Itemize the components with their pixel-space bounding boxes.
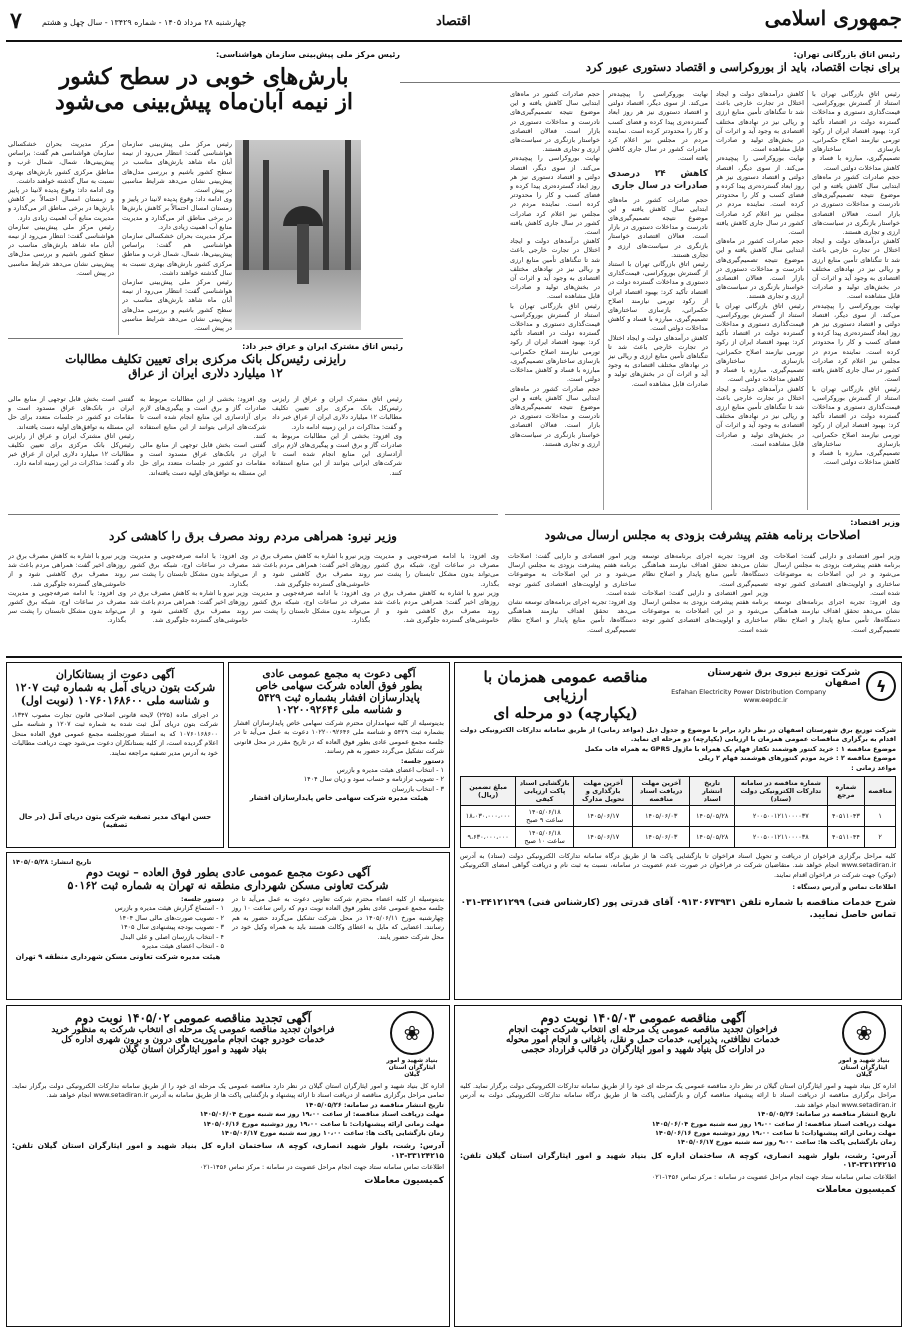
- table-cell: ۱۴۰۵/۰۶/۱۸ ساعت ۹ صبح: [516, 806, 574, 827]
- ad-contact: اطلاعات تماس سامانه ستاد جهت انجام مراحل عضویت در سامانه : مرکز تماس ۱۴۵۶-۰۲۱: [651, 1172, 896, 1181]
- paragraph: وی افزود: تجربه اجرای برنامه‌های توسعه نشان می‌دهد تحقق اهداف نیازمند هماهنگی دستگاه‌ها، تأمین منابع پایدار و اصلاح نظام تصمیم‌گیری است.: [774, 598, 900, 634]
- paragraph: وزیر نیرو با اشاره به کاهش مصرف برق در روزهای اخیر گفت: همراهی مردم باعث شد روند مصرف برق کاهشی شود و از خاموشی‌های گسترده جلوگیری شد.: [130, 588, 248, 625]
- umbrella-icon: [283, 206, 323, 226]
- paragraph: گفتنی است بخش قابل توجهی از منابع مالی ایران در بانک‌های عراق مسدود است و مقامات دو کشور در جلسات متعدد برای حل این مسئله به توافق‌های اولیه دست یافته‌اند.: [140, 441, 266, 477]
- article-body: [8, 395, 134, 507]
- ad-body: بدینوسیله از کلیه سهامداران محترم شرکت سهامی خاص پایدارسازان افشار بشماره ثبت ۵۴۲۹ و شناسه ملی ۱۰۲۲۰۰۹۲۶۴۶ دعوت به عمل می‌آید تا در جلسه مجمع عمومی عادی بطور فوق العاده که در تاریخ مقرر در محل قانونی شرکت تشکیل می‌گردد حضور به هم رسانند.: [234, 719, 444, 756]
- ad-title: شرکت تعاونی مسکن شهرداری منطقه نه تهران به شماره ثبت ۵۰۱۶۲: [67, 879, 389, 892]
- table-cell: ۴۰۵۱۱۰۴۳: [827, 806, 865, 827]
- paragraph: رئیس اتاق مشترک ایران و عراق از رایزنی رئیس‌کل بانک مرکزی برای تعیین تکلیف مطالبات ۱۲ میلیارد دلاری ایران از عراق خبر داد و گفت: مذاکرات در این زمینه ادامه دارد.: [272, 395, 402, 431]
- paragraph: وی افزود: بخشی از این مطالبات مربوط به صادرات گاز و برق است و پیگیری‌های لازم برای آزادسازی این منابع انجام شده است تا شرکت‌های ایرانی بتوانند از این منابع استفاده کنند.: [140, 395, 266, 440]
- ad-date: تاریخ انتشار مناقصه در سامانه: ۱۴۰۵/۰۵/۲۶: [305, 1100, 444, 1109]
- ad-title: در ادارات کل بنیاد شهید و امور ایثارگران در قالب قرارداد حجمی: [521, 1045, 765, 1055]
- table-header: مناقصه: [865, 777, 896, 806]
- ad-title: آگهی دعوت به مجمع عمومی عادی: [262, 668, 416, 680]
- ad-title: خدمات خودرو جهت انجام ماموریت های درون و برون شهری اداره کل: [61, 1035, 325, 1045]
- ad-date: مهلت زمانی ارائه پیشنهادات: تا ساعت ۱۹،۰۰ روز دوشنبه مورخ ۱۴۰۵/۰۶/۱۶: [654, 1129, 896, 1138]
- paragraph: حجم صادرات کشور در ماه‌های ابتدایی سال کاهش یافته و این موضوع نتیجه تصمیم‌گیری‌های نادرست و مداخلات دستوری در بازار است. فعالان اقتصادی خواستار بازنگری در سیاست‌های ارزی و تجاری هستند.: [716, 237, 804, 301]
- ad-agenda-label: دستور جلسه:: [401, 756, 444, 765]
- article-body: [374, 552, 499, 650]
- table-header: شماره مرجع: [827, 777, 865, 806]
- publish-date: تاریخ انتشار: ۱۴۰۵/۰۵/۲۸: [12, 858, 92, 866]
- article-body: [8, 552, 126, 650]
- ad-date: زمان بازگشایی پاکت ها: ساعت ۱۰،۰۰ روز سه شنبه مورخ ۱۴۰۵/۰۶/۱۷: [221, 1129, 444, 1138]
- paragraph: وزیر امور اقتصادی و دارایی گفت: اصلاحات برنامه هفتم پیشرفت بزودی به مجلس ارسال می‌شود و در این اصلاحات به موضوعات ساختاری و اولویت‌های اقتصادی کشور توجه شده است.: [508, 552, 636, 597]
- table-header: آخرین مهلت بارگذاری و تحویل مدارک: [573, 777, 632, 806]
- article-subhead: کاهش ۲۴ درصدی صادرات در سال جاری: [608, 168, 708, 191]
- tender-table: [460, 776, 896, 848]
- article-body: [365, 140, 401, 335]
- article-body: [774, 552, 900, 650]
- article-headline: از نیمه آبان‌ماه پیش‌بینی می‌شود: [54, 89, 354, 116]
- table-cell: ۱۸،۰۳۰،۰۰۰،۰۰۰: [461, 806, 516, 827]
- article-body: [122, 140, 232, 335]
- ad-title: مناقصه عمومی همزمان با ارزیابی: [483, 668, 648, 704]
- article-body: [608, 90, 708, 510]
- table-cell: ۱۴۰۵/۰۶/۰۳: [633, 806, 690, 827]
- paragraph: وی افزود: با ادامه صرفه‌جویی و مدیریت مصرف در ساعات اوج، شبکه برق کشور می‌تواند بدون مشکل تابستان را پشت سر بگذارد.: [130, 552, 248, 588]
- table-cell: ۱۴۰۵/۰۵/۲۸: [690, 827, 735, 848]
- agenda-item: ۴ - انتخاب بازرسان اصلی و علی البدل: [120, 932, 224, 941]
- ad-title: و شناسه ملی ۱۰۷۶۰۱۶۸۶۰۰ (نوبت اول): [20, 694, 210, 707]
- article-reform-header: [505, 518, 900, 543]
- paragraph: رئیس اتاق بازرگانی تهران با استناد از گسترش بوروکراسی، قیمت‌گذاری دستوری و مداخلات گسترده دولت در اقتصاد تأکید کرد: بهبود اقتصاد ایران از رکود تورمی نیازمند اصلاح حکمرانی، بازسازی ساختارهای تصمیم‌گیری، مبارزه با فساد و کاهش مداخلات دولتی است.: [812, 90, 900, 172]
- article-body: [8, 140, 114, 335]
- paragraph: رئیس اتاق بازرگانی تهران با استناد از گسترش بوروکراسی، قیمت‌گذاری دستوری و مداخلات گسترده دولت در اقتصاد تأکید کرد: بهبود اقتصاد ایران از رکود تورمی نیازمند اصلاح حکمرانی، بازسازی ساختارهای تصمیم‌گیری، مبارزه با فساد و کاهش مداخلات دولتی است.: [510, 301, 600, 384]
- article-rain-header: [8, 50, 400, 116]
- paragraph: کاهش درآمدهای دولت و ایجاد اختلال در تجارت خارجی باعث شد تا تنگناهای تأمین منابع ارزی و ریالی نیز در نهادهای مختلف اقتصادی به وجود آید و اثرات آن در بخش‌های تولید و صادرات قابل مشاهده است.: [716, 90, 804, 154]
- paragraph: رئیس اتاق مشترک ایران و عراق از رایزنی رئیس‌کل بانک مرکزی برای تعیین تکلیف مطالبات ۱۲ میلیارد دلاری ایران از عراق خبر داد و گفت: مذاکرات در این زمینه ادامه دارد.: [8, 431, 134, 468]
- rain-photo: [235, 140, 361, 330]
- table-header: مبلغ تضمین (ریال): [461, 777, 516, 806]
- ad-timeline-label: مواعد زمانی :: [851, 763, 896, 772]
- agenda-item: ۱ - استماع گزارش هیئت مدیره و بازرس: [114, 904, 224, 913]
- ad-afshar-meeting: [228, 662, 450, 848]
- article-kicker: رئیس اتاق بازرگانی تهران:: [793, 50, 900, 59]
- article-body: [812, 90, 900, 510]
- org-name: بنیاد شهید و امور ایثارگران استان گیلان: [838, 1057, 890, 1078]
- company-website[interactable]: www.eepdc.ir: [743, 696, 788, 704]
- ad-title: فراخوان تجدید مناقصه عمومی یک مرحله ای انتخاب شرکت جهت انجام: [508, 1025, 778, 1035]
- tulip-emblem-icon: ❀: [390, 1011, 434, 1055]
- ad-footer: کمیسیون معاملات: [364, 1175, 444, 1186]
- section-title: اقتصاد: [436, 14, 471, 29]
- paragraph: رئیس اتاق بازرگانی تهران با استناد از گسترش بوروکراسی، قیمت‌گذاری دستوری و مداخلات گسترده دولت در اقتصاد تأکید کرد: بهبود اقتصاد ایران از رکود تورمی نیازمند اصلاح حکمرانی، بازسازی ساختارهای تصمیم‌گیری، مبارزه با فساد و کاهش مداخلات دولتی است.: [716, 301, 804, 384]
- paragraph: کاهش درآمدهای دولت و ایجاد اختلال در تجارت خارجی باعث شد تا تنگناهای تأمین منابع ارزی و ریالی نیز در نهادهای مختلف اقتصادی به وجود آید و اثرات آن در بخش‌های تولید و صادرات قابل مشاهده است.: [608, 333, 708, 388]
- paragraph: وزیر نیرو با اشاره به کاهش مصرف برق در روزهای اخیر گفت: همراهی مردم باعث شد روند مصرف برق کاهشی شود و از خاموشی‌های گسترده جلوگیری شد.: [252, 552, 370, 588]
- table-cell: ۴۰۵۱۱۰۴۴: [827, 827, 865, 848]
- ad-body: در اجرای ماده (۲۲۵) لایحه قانونی اصلاحی قانون تجارت مصوب ۱۳۴۷، شرکت بتون دریای آمل ثبت شده به شماره ثبت ۱۲۰۷ و شناسه ملی ۱۰۷۶۰۱۶۸۶۰۰ که به استناد صورتجلسه مجمع عمومی فوق العاده منحل اعلام گردیده است، از کلیه بستانکاران دعوت می‌شود جهت دریافت مطالبات خود به آدرس مدیر تصفیه مراجعه نمایند.: [12, 711, 218, 757]
- paragraph: رئیس مرکز ملی پیش‌بینی سازمان هواشناسی گفت: انتظار می‌رود از نیمه آبان ماه شاهد بارش‌های مناسب در سطح کشور باشیم و بررسی مدل‌های پیش‌بینی نشان می‌دهد شرایط مناسبی در پیش است.: [122, 278, 232, 333]
- table-cell: ۱۴۰۵/۰۶/۱۷: [573, 806, 632, 827]
- paragraph: رئیس مرکز ملی پیش‌بینی سازمان هواشناسی گفت: انتظار می‌رود از نیمه آبان ماه شاهد بارش‌های مناسب در سطح کشور باشیم و بررسی مدل‌های پیش‌بینی نشان می‌دهد شرایط مناسبی در پیش است.: [8, 222, 114, 277]
- table-row: [461, 806, 896, 827]
- ad-date: زمان بازگشایی پاکت ها: ساعت ۹،۰۰ روز سه شنبه مورخ ۱۴۰۵/۰۶/۱۷: [676, 1138, 896, 1147]
- table-header: شماره مناقصه در سامانه تدارکات الکترونیکی دولت (ستاد): [735, 777, 827, 806]
- ad-date: مهلت دریافت اسناد مناقصه: از ساعت ۱۹،۰۰ روز سه شنبه مورخ ۱۴۰۵/۰۶/۰۴: [199, 1110, 444, 1119]
- paragraph: وی ادامه داد: وقوع پدیده لانینا در پاییز و زمستان امسال احتمالاً بر کاهش بارش‌ها در برخی مناطق اثر می‌گذارد و مدیریت منابع آب اهمیت زیادی دارد.: [8, 186, 114, 222]
- article-headline: برای نجات اقتصاد، باید از بوروکراسی و اقتصاد دستوری عبور کرد: [585, 60, 900, 74]
- article-body: [140, 395, 266, 507]
- ad-contact: اطلاعات تماس و آدرس دستگاه :: [792, 883, 896, 892]
- table-header: تاریخ انتشار اسناد: [690, 777, 735, 806]
- ad-subject: موضوع مناقصه ۲ : خرید مودم کنتورهای هوشمند فهام ۲ ریلی: [698, 754, 896, 763]
- article-kicker: رئیس اتاق مشترک ایران و عراق خبر داد:: [242, 342, 403, 351]
- company-name-en: Esfahan Electricity Power Distribution Company: [671, 688, 827, 696]
- paragraph: رئیس اتاق بازرگانی تهران با استناد از گسترش بوروکراسی، قیمت‌گذاری دستوری و مداخلات گسترده دولت در اقتصاد تأکید کرد: بهبود اقتصاد ایران از رکود تورمی نیازمند اصلاح حکمرانی، بازسازی ساختارهای تصمیم‌گیری، مبارزه با فساد و کاهش مداخلات دولتی است.: [812, 384, 900, 467]
- ad-title: آگهی دعوت از بستانکاران: [55, 668, 175, 681]
- ad-body: کلیه مراحل برگزاری فراخوان از دریافت و تحویل اسناد فراخوان تا بازگشایی پاکت ها از طریق درگاه سامانه تدارکات الکترونیکی دولت (ستاد) به آدرس www.setadiran.ir انجام خواهد شد. متقاضیان شرکت در فراخوان در صورت عدم عضویت در سامانه، نسبت به ثبت نام و دریافت گواهی امضای الکترونیکی (توکن) جهت شرکت در فراخوان اقدام نمایند.: [460, 852, 896, 879]
- ad-subject: موضوع مناقصه ۱ : خرید کنتور هوشمند تکفاز فهام یک همراه با ماژول GPRS به همراه قاب مکمل: [584, 744, 896, 753]
- ad-title: (یکپارچه) دو مرحله ای: [493, 704, 638, 722]
- paragraph: مرکز مدیریت بحران خشکسالی سازمان هواشناسی هم گفت: براساس پیش‌بینی‌ها، شمال، شمال غرب و مناطق مرکزی کشور بارش‌های بهتری نسبت به سال گذشته خواهند داشت.: [122, 232, 232, 277]
- ad-esfahan-tender: [454, 662, 902, 1000]
- article-headline: رایزنی رئیس‌کل بانک مرکزی برای تعیین تکلیف مطالبات: [65, 352, 346, 366]
- agenda-item: ۳ - انتخاب بازرسان: [391, 784, 444, 793]
- paragraph: نهایت بوروکراسی را پیچیده‌تر می‌کند. از سوی دیگر، اقتصاد دولتی و اقتصاد دستوری نیز هر روز ابعاد گسترده‌تری پیدا کرده و فضای کسب و کار را محدودتر کرده است. نماینده مردم در مجلس نیز اعلام کرد صادرات کشور در سال جاری کاهش یافته است.: [510, 154, 600, 237]
- table-row: [461, 827, 896, 848]
- ad-title: پایدارسازان افشار بشماره ثبت ۵۴۲۹: [258, 692, 420, 704]
- paragraph: کاهش درآمدهای دولت و ایجاد اختلال در تجارت خارجی باعث شد تا تنگناهای تأمین منابع ارزی و ریالی نیز در نهادهای مختلف اقتصادی به وجود آید و اثرات آن در بخش‌های تولید و صادرات قابل مشاهده است.: [716, 384, 804, 448]
- paragraph: وی افزود: با ادامه صرفه‌جویی و مدیریت مصرف در ساعات اوج، شبکه برق کشور می‌تواند بدون مشکل تابستان را پشت سر بگذارد.: [252, 588, 370, 625]
- article-power-header: [8, 530, 498, 544]
- paragraph: گفتنی است بخش قابل توجهی از منابع مالی ایران در بانک‌های عراق مسدود است و مقامات دو کشور در جلسات متعدد برای حل این مسئله به توافق‌های اولیه دست یافته‌اند.: [8, 395, 134, 431]
- article-body: [130, 552, 248, 650]
- paragraph: رئیس مرکز ملی پیش‌بینی سازمان هواشناسی گفت: انتظار می‌رود از نیمه آبان ماه شاهد بارش‌های مناسب در سطح کشور باشیم و بررسی مدل‌های پیش‌بینی نشان می‌دهد شرایط مناسبی در پیش است.: [122, 140, 232, 195]
- article-trade-header: [560, 50, 900, 74]
- table-cell: ۲۰۰۵۰۰۱۲۱۱۰۰۰۰۳۷: [735, 806, 827, 827]
- agenda-item: ۲ - تصویب صورت‌های مالی سال ۱۴۰۴: [119, 913, 224, 922]
- article-headline: وزیر نیرو: همراهی مردم روند مصرف برق را کاهشی کرد: [109, 529, 397, 543]
- article-body: [252, 552, 370, 650]
- newspaper-logo: جمهوری اسلامی: [764, 6, 902, 30]
- paragraph: حجم صادرات کشور در ماه‌های ابتدایی سال کاهش یافته و این موضوع نتیجه تصمیم‌گیری‌های نادرست و مداخلات دستوری در بازار است. فعالان اقتصادی خواستار بازنگری در سیاست‌های ارزی و تجاری هستند.: [510, 90, 600, 154]
- paragraph: نهایت بوروکراسی را پیچیده‌تر می‌کند. از سوی دیگر، اقتصاد دولتی و اقتصاد دستوری نیز هر روز ابعاد گسترده‌تری پیدا کرده و فضای کسب و کار را محدودتر کرده است. نماینده مردم در مجلس نیز اعلام کرد صادرات کشور در سال جاری کاهش یافته است.: [608, 90, 708, 163]
- table-cell: ۲: [865, 827, 896, 848]
- ad-body: اداره کل بنیاد شهید و امور ایثارگران استان گیلان در نظر دارد مناقصه عمومی یک مرحله ای خود را از طریق سامانه تدارکات الکترونیکی دولت برگزار نماید. کلیه مراحل برگزاری مناقصه از دریافت اسناد تا ارائه پیشنهاد مناقصه گران و بازگشایی پاکت ها از طریق درگاه سامانه تدارکات الکترونیکی دولت به آدرس www.setadiran.ir انجام خواهد شد.: [460, 1082, 896, 1109]
- table-header: بازگشایی اسناد پاکت ارزیابی کیفی: [516, 777, 574, 806]
- paragraph: وی افزود: با ادامه صرفه‌جویی و مدیریت مصرف در ساعات اوج، شبکه برق کشور می‌تواند بدون مشکل تابستان را پشت سر بگذارد.: [374, 552, 499, 588]
- ad-footer: حسن ابهاک مدیر تصفیه شرکت بتون دریای آمل (در حال تصفیه): [18, 813, 212, 829]
- masthead: [6, 6, 902, 42]
- ad-title: بنیاد شهید و امور ایثارگران استان گیلان: [119, 1045, 267, 1055]
- ad-footer: هیئت مدیره شرکت تعاونی مسکن شهرداری منطقه ۹ تهران: [15, 953, 221, 962]
- ad-title: بطور فوق العاده شرکت سهامی خاص: [255, 680, 423, 692]
- company-name: شرکت توزیع نیروی برق شهرستان اصفهان: [707, 668, 861, 688]
- paragraph: مرکز مدیریت بحران خشکسالی سازمان هواشناسی هم گفت: براساس پیش‌بینی‌ها، شمال، شمال غرب و مناطق مرکزی کشور بارش‌های بهتری نسبت به سال گذشته خواهند داشت.: [8, 140, 114, 185]
- paragraph: حجم صادرات کشور در ماه‌های ابتدایی سال کاهش یافته و این موضوع نتیجه تصمیم‌گیری‌های نادرست و مداخلات دستوری در بازار است. فعالان اقتصادی خواستار بازنگری در سیاست‌های ارزی و تجاری هستند.: [510, 384, 600, 448]
- paragraph: نهایت بوروکراسی را پیچیده‌تر می‌کند. از سوی دیگر، اقتصاد دولتی و اقتصاد دستوری نیز هر روز ابعاد گسترده‌تری پیدا کرده و فضای کسب و کار را محدودتر کرده است. نماینده مردم در مجلس نیز اعلام کرد صادرات کشور در سال جاری کاهش یافته است.: [716, 154, 804, 237]
- agenda-item: ۱ - انتخاب اعضای هیئت مدیره و بازرس: [336, 766, 444, 775]
- article-body: [642, 552, 768, 650]
- article-headline: اصلاحات برنامه هفتم پیشرفت بزودی به مجلس ارسال می‌شود: [544, 528, 861, 542]
- ad-housing-coop: [6, 852, 450, 1000]
- paragraph: کاهش درآمدهای دولت و ایجاد اختلال در تجارت خارجی باعث شد تا تنگناهای تأمین منابع ارزی و ریالی نیز در نهادهای مختلف اقتصادی به وجود آید و اثرات آن در بخش‌های تولید و صادرات قابل مشاهده است.: [510, 237, 600, 301]
- article-body: [272, 395, 402, 507]
- lightning-logo-icon: ϟ: [866, 671, 896, 701]
- ad-date: تاریخ انتشار مناقصه در سامانه: ۱۴۰۵/۰۵/۲۶: [757, 1110, 896, 1119]
- ad-intro: شرکت توزیع برق شهرستان اصفهان در نظر دارد برابر با موضوع و جدول ذیل (مواعد زمانی) از طریق سامانه تدارکات الکترونیکی دولت اقدام به برگزاری مناقصات عمومی همزمان با ارزیابی (یکپارچه) دو مرحله ای نماید.: [460, 726, 896, 744]
- ad-agenda-label: دستور جلسه:: [181, 895, 224, 903]
- ad-date: مهلت زمانی ارائه پیشنهادات: تا ساعت ۱۹،۰۰ روز دوشنبه مورخ ۱۴۰۵/۰۶/۱۶: [202, 1119, 444, 1128]
- table-cell: ۱۴۰۵/۰۵/۲۸: [690, 806, 735, 827]
- paragraph: وی افزود: تجربه اجرای برنامه‌های توسعه نشان می‌دهد تحقق اهداف نیازمند هماهنگی دستگاه‌ها، تأمین منابع پایدار و اصلاح نظام تصمیم‌گیری است.: [642, 552, 768, 588]
- ad-footer: کمیسیون معاملات: [816, 1185, 896, 1196]
- paragraph: وزیر نیرو با اشاره به کاهش مصرف برق در روزهای اخیر گفت: همراهی مردم باعث شد روند مصرف برق کاهشی شود و از خاموشی‌های گسترده جلوگیری شد.: [374, 588, 499, 625]
- paragraph: حجم صادرات کشور در ماه‌های ابتدایی سال کاهش یافته و این موضوع نتیجه تصمیم‌گیری‌های نادرست و مداخلات دستوری در بازار است. فعالان اقتصادی خواستار بازنگری در سیاست‌های ارزی و تجاری هستند.: [608, 195, 708, 259]
- paragraph: رئیس اتاق بازرگانی تهران با استناد از گسترش بوروکراسی، قیمت‌گذاری دستوری و مداخلات گسترده دولت در اقتصاد تأکید کرد: بهبود اقتصاد ایران از رکود تورمی نیازمند اصلاح حکمرانی، بازسازی ساختارهای تصمیم‌گیری، مبارزه با فساد و کاهش مداخلات دولتی است.: [608, 260, 708, 333]
- ad-date: مهلت دریافت اسناد مناقصه: از ساعت ۱۹،۰۰ روز سه شنبه مورخ ۱۴۰۵/۰۶/۰۴: [651, 1119, 896, 1128]
- ad-footer: هیئت مدیره شرکت سهامی خاص پایدارسازان افشار: [249, 794, 429, 803]
- ad-title: آگهی تجدید مناقصه عمومی ۱۴۰۵/۰۲ نوبت دوم: [75, 1011, 311, 1025]
- ad-body: بدینوسیله از کلیه اعضاء محترم شرکت تعاونی دعوت به عمل می‌آید تا در جلسه مجمع عمومی عادی بطور فوق العاده نوبت دوم که راس ساعت ۱۰ روز چهارشنبه مورخ ۱۴۰۵/۰۶/۱۱ در محل شرکت تشکیل می‌گردد حضور به هم رسانند. اعضایی که مایل به اعطای وکالت هستند باید به همراه وکیل خود در محل شرکت حضور یابند.: [232, 895, 445, 941]
- ad-gilan-tender-2: [6, 1005, 450, 1327]
- article-kicker: وزیر اقتصاد:: [850, 518, 900, 527]
- paragraph: وزیر امور اقتصادی و دارایی گفت: اصلاحات برنامه هفتم پیشرفت بزودی به مجلس ارسال می‌شود و در این اصلاحات به موضوعات ساختاری و اولویت‌های اقتصادی کشور توجه شده است.: [642, 588, 768, 634]
- ad-title: آگهی مناقصه عمومی ۱۴۰۵/۰۳ نوبت دوم: [540, 1011, 746, 1025]
- ad-title: شرکت بتون دریای آمل به شماره ثبت ۱۲۰۷: [14, 681, 216, 694]
- table-cell: ۲۰۰۵۰۰۱۲۱۱۰۰۰۰۳۸: [735, 827, 827, 848]
- table-cell: ۱۴۰۵/۰۶/۱۸ ساعت ۱۰ صبح: [516, 827, 574, 848]
- article-body: [508, 552, 636, 650]
- ad-body: اداره کل بنیاد شهید و امور ایثارگران استان گیلان در نظر دارد مناقصه عمومی یک مرحله ای خود را از طریق سامانه تدارکات الکترونیکی دولت برگزار نماید. تمامی مراحل برگزاری مناقصه از دریافت اسناد تا ارائه پیشنهاد و بازگشایی پاکت ها از طریق سامانه به آدرس www.setadiran.ir انجام خواهد شد.: [12, 1082, 444, 1100]
- ad-title: خدمات نظافتی، پذیرایی، خدمات حمل و نقل، باغبانی و انجام امور محوله: [505, 1035, 781, 1045]
- paragraph: وی ادامه داد: وقوع پدیده لانینا در پاییز و زمستان امسال احتمالاً بر کاهش بارش‌ها در برخی مناطق اثر می‌گذارد و مدیریت منابع آب اهمیت زیادی دارد.: [122, 195, 232, 231]
- article-bank-header: [8, 342, 403, 381]
- tulip-emblem-icon: ❀: [842, 1011, 886, 1055]
- org-name: بنیاد شهید و امور ایثارگران استان گیلان: [386, 1057, 438, 1078]
- ad-address: آدرس: رشت، بلوار شهید انصاری، کوچه ۸، ساختمان اداره کل بنیاد شهید و امور ایثارگران استان گیلان تلفن: ۳۳۱۲۴۲۱۵-۰۱۳: [460, 1150, 896, 1170]
- ad-title: آگهی دعوت مجمع عمومی عادی بطور فوق العاده – نوبت دوم: [85, 866, 371, 879]
- paragraph: حجم صادرات کشور در ماه‌های ابتدایی سال کاهش یافته و این موضوع نتیجه تصمیم‌گیری‌های نادرست و مداخلات دستوری در بازار است. فعالان اقتصادی خواستار بازنگری در سیاست‌های ارزی و تجاری هستند.: [812, 172, 900, 237]
- paragraph: وی افزود: با ادامه صرفه‌جویی و مدیریت مصرف در ساعات اوج، شبکه برق کشور می‌تواند بدون مشکل تابستان را پشت سر بگذارد.: [8, 588, 126, 625]
- agenda-item: ۲ - تصویب ترازنامه و حساب سود و زیان سال ۱۴۰۴: [303, 775, 444, 784]
- ad-gilan-tender-1: [454, 1005, 902, 1327]
- paragraph: وزیر نیرو با اشاره به کاهش مصرف برق در روزهای اخیر گفت: همراهی مردم باعث شد روند مصرف برق کاهشی شود و از خاموشی‌های گسترده جلوگیری شد.: [8, 552, 126, 588]
- paragraph: نهایت بوروکراسی را پیچیده‌تر می‌کند. از سوی دیگر، اقتصاد دولتی و اقتصاد دستوری نیز هر روز ابعاد گسترده‌تری پیدا کرده و فضای کسب و کار را محدودتر کرده است. نماینده مردم در مجلس نیز اعلام کرد صادرات کشور در سال جاری کاهش یافته است.: [812, 301, 900, 384]
- ad-address: آدرس: رشت، بلوار شهید انصاری، کوچه ۸، ساختمان اداره کل بنیاد شهید و امور ایثارگران استان گیلان تلفن: ۳۳۱۲۴۲۱۵-۰۱۳: [12, 1141, 444, 1160]
- ad-aml-creditors: [6, 662, 224, 848]
- article-headline: بارش‌های خوبی در سطح کشور: [59, 64, 349, 90]
- paragraph: وی افزود: تجربه اجرای برنامه‌های توسعه نشان می‌دهد تحقق اهداف نیازمند هماهنگی دستگاه‌ها، تأمین منابع پایدار و اصلاح نظام تصمیم‌گیری است.: [508, 598, 636, 634]
- table-cell: ۱۴۰۵/۰۶/۱۷: [573, 827, 632, 848]
- article-headline: ۱۲ میلیارد دلاری ایران از عراق: [128, 365, 283, 380]
- table-header: آخرین مهلت دریافت اسناد مناقصه: [633, 777, 690, 806]
- table-cell: ۹،۶۳۰،۰۰۰،۰۰۰: [461, 827, 516, 848]
- paragraph: وی افزود: بخشی از این مطالبات مربوط به صادرات گاز و برق است و پیگیری‌های لازم برای آزادسازی این منابع انجام شده است تا شرکت‌های ایرانی بتوانند از این منابع استفاده کنند.: [272, 431, 402, 477]
- ad-title: فراخوان تجدید مناقصه عمومی یک مرحله ای انتخاب شرکت به منظور خرید: [51, 1025, 335, 1035]
- ad-title: و شناسه ملی ۱۰۲۲۰۰۹۲۶۴۶: [276, 704, 402, 716]
- paragraph: وزیر امور اقتصادی و دارایی گفت: اصلاحات برنامه هفتم پیشرفت بزودی به مجلس ارسال می‌شود و در این اصلاحات به موضوعات ساختاری و اولویت‌های اقتصادی کشور توجه شده است.: [774, 552, 900, 597]
- article-kicker: رئیس مرکز ملی پیش‌بینی سازمان هواشناسی:: [215, 50, 400, 59]
- article-body: [716, 90, 804, 510]
- paragraph: کاهش درآمدهای دولت و ایجاد اختلال در تجارت خارجی باعث شد تا تنگناهای تأمین منابع ارزی و ریالی نیز در نهادهای مختلف اقتصادی به وجود آید و اثرات آن در بخش‌های تولید و صادرات قابل مشاهده است.: [812, 237, 900, 301]
- agenda-item: ۵ - انتخاب اعضای هیئت مدیره: [142, 942, 224, 951]
- table-cell: ۱: [865, 806, 896, 827]
- ad-contact: اطلاعات تماس سامانه ستاد جهت انجام مراحل عضویت در سامانه : مرکز تماس ۱۴۵۶-۰۲۱: [199, 1163, 444, 1172]
- dateline: چهارشنبه ۲۸ مرداد ۱۴۰۵ - شماره ۱۳۴۲۹ - سال چهل و هشتم: [42, 18, 247, 27]
- table-cell: ۱۴۰۵/۰۶/۰۳: [633, 827, 690, 848]
- article-body: [510, 90, 600, 510]
- ad-footer: شرح خدمات مناقصه با شماره تلفن ۰۹۱۳۰۶۷۳۹۳۱ آقای قدرتی پور (کارشناس فنی) ۳۴۱۲۱۲۹۹-۰۳۱ تماس حاصل نمایید.: [460, 897, 896, 920]
- page-number: ۷: [10, 8, 22, 34]
- agenda-item: ۳ - تصویب بودجه پیشنهادی سال ۱۴۰۵: [120, 923, 224, 932]
